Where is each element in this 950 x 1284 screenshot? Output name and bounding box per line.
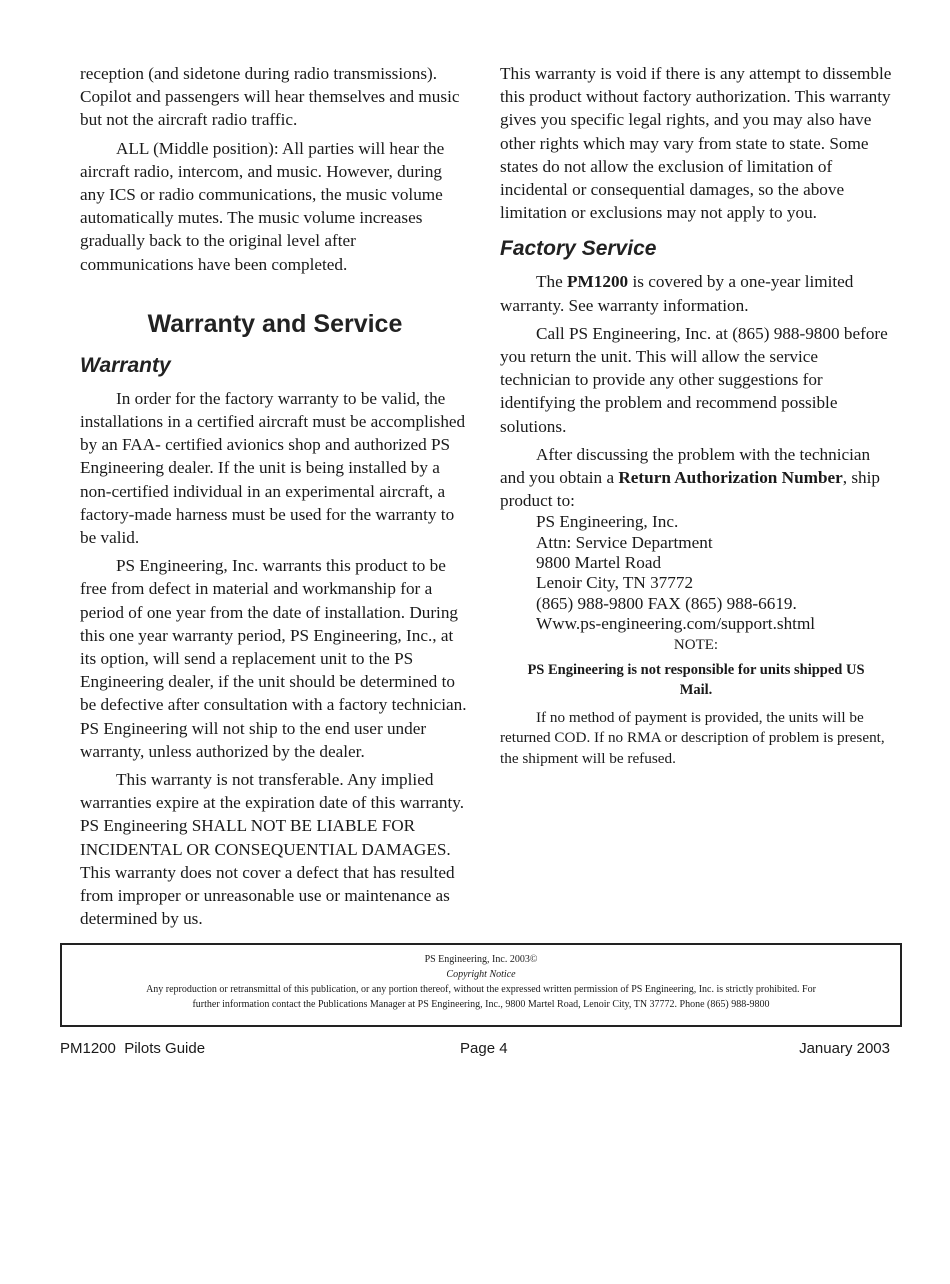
footer-page-number: Page 4	[460, 1040, 508, 1057]
paragraph-warranty-liability: This warranty is not transferable. Any implied warranties expire at the expiration date of this warranty. PS Engineering SHALL NOT BE LIABLE FOR INCIDENTAL OR CONSEQUENTIAL DAMAGES. This warranty does not cover a defect that has resulted from improper or unreasonable use or maintenance as determined by us.	[80, 770, 465, 929]
note-title: NOTE:	[673, 637, 719, 654]
factory-service-heading: Factory Service	[500, 237, 657, 261]
copyright-notice-box	[60, 943, 902, 1027]
address-line: Www.ps-engineering.com/support.shtml	[536, 613, 816, 633]
address-line: PS Engineering, Inc.	[536, 512, 679, 532]
right-column	[500, 62, 892, 769]
copyright-title: Copyright Notice	[446, 969, 516, 980]
paragraph-warranty-terms: PS Engineering, Inc. warrants this product to be free from defect in material and workmanship for a period of one year from the date of installation. During this one year warranty period, PS Engineering, Inc., at its option, will send a replacement unit to the PS Engineering dealer, if the unit should be determined to be defective after consultation with a factory technician. PS Engineering will not ship to the end user under warranty, unless authorized by the dealer.	[80, 556, 467, 761]
shipping-address	[536, 512, 892, 634]
footer-date: January 2003	[799, 1040, 890, 1057]
paragraph-coverage	[500, 270, 892, 316]
copyright-line: PS Engineering, Inc. 2003©	[424, 954, 538, 965]
paragraph-all-mode	[80, 137, 470, 276]
paragraph-warranty-validity: In order for the factory warranty to be valid, the installations in a certified aircraft must be accomplished by an FAA- certified avionics shop and authorized PS Engineering dealer. If the unit is being installed by a non-certified individual in an experimental aircraft, a factory-made harness must be used for the warranty to be valid.	[80, 388, 466, 548]
address-line: Attn: Service Department	[536, 532, 713, 552]
model-name: PM1200	[567, 272, 629, 292]
address-line: (865) 988-9800 FAX (865) 988-6619.	[536, 593, 797, 613]
rma-text-post: , ship product to:	[500, 468, 881, 511]
paragraph-reception: reception (and sidetone during radio transmissions). Copilot and passengers will hear themselves and music but not the aircraft radio traffic.	[80, 64, 460, 130]
address-line: 9800 Martel Road	[536, 553, 662, 573]
left-column	[80, 62, 470, 931]
paragraph-payment: If no method of payment is provided, the units will be returned COD. If no RMA or description of problem is present, the shipment will be refused.	[500, 709, 885, 767]
copyright-text: Any reproduction or retransmittal of this publication, or any portion thereof, without the expressed written permission of PS Engineering, Inc. is strictly prohibited. For	[146, 984, 816, 995]
rma-text-pre: After discussing the problem with the technician and you obtain a	[500, 444, 871, 488]
copyright-contact: further information contact the Publications Manager at PS Engineering, Inc., 9800 Martel Road, Lenoir City, TN 37772. Phone (865) 988-9800	[192, 999, 770, 1010]
address-line: Lenoir City, TN 37772	[536, 573, 694, 593]
rma-label: Return Authorization Number	[618, 468, 843, 488]
paragraph-warranty-void: This warranty is void if there is any attempt to dissemble this product without factory authorization. This warranty gives you specific legal rights, and you may also have other rights which may vary from state to state. Some states do not allow the exclusion of limitation of incidental or consequential damages, so the above limitation or exclusions may not apply to you.	[500, 64, 892, 223]
coverage-text-pre: The	[536, 272, 568, 292]
section-title: Warranty and Service	[147, 309, 403, 338]
all-mode-label: ALL	[116, 138, 149, 158]
note-body: PS Engineering is not responsible for units shipped US Mail.	[527, 662, 865, 699]
warranty-heading: Warranty	[80, 353, 171, 377]
footer-guide-title: PM1200 Pilots Guide	[60, 1040, 206, 1057]
all-mode-text: (Middle position): All parties will hear the aircraft radio, intercom, and music. However, during any ICS or radio communications, the music volume automatically mutes. The music volume increases gradually back to the original level after communications have been completed.	[80, 138, 445, 274]
coverage-text-post: is covered by a one-year limited warranty. See warranty information.	[500, 272, 854, 315]
paragraph-rma	[500, 443, 892, 513]
paragraph-call: Call PS Engineering, Inc. at (865) 988-9800 before you return the unit. This will allow the service technician to provide any other suggestions for identifying the problem and recommend possible solutions.	[500, 323, 888, 436]
